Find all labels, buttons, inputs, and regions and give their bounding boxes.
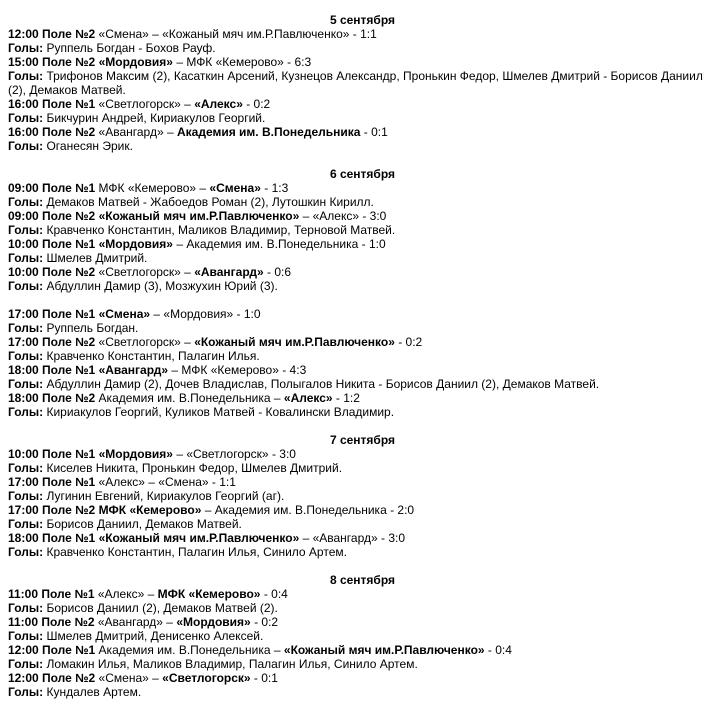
match-line [8, 97, 717, 111]
match-line [8, 391, 717, 405]
goals-line [8, 685, 717, 699]
goals-label: Голы: [8, 279, 44, 293]
match-text: «Кожаный мяч им.Р.Павлюченко» [194, 335, 395, 349]
goal-scorers: Ломакин Илья, Маликов Владимир, Палагин Илья, Синило Артем. [46, 657, 418, 671]
match-time-field: 09:00 Поле №1 [8, 181, 96, 195]
match-text: – «Мордовия» - 1:0 [150, 307, 261, 321]
match-text: «Мордовия» [176, 615, 251, 629]
goal-scorers: Кравченко Константин, Палагин Илья. [46, 349, 260, 363]
match-text: «Алекс» [283, 391, 333, 405]
goals-label: Голы: [8, 517, 44, 531]
goals-label: Голы: [8, 685, 44, 699]
goal-scorers: Абдуллин Дамир (3), Мозжухин Юрий (3). [46, 279, 278, 293]
goal-scorers: Абдуллин Дамир (2), Дочев Владислав, Полыгалов Никита - Борисов Даниил (2), Демаков Матвей. [46, 377, 600, 391]
match-line [8, 55, 717, 69]
match-line [8, 615, 717, 629]
goals-line [8, 41, 717, 55]
match-text: «Авангард» [98, 363, 169, 377]
match-time-field: 11:00 Поле №1 [8, 587, 95, 601]
match-text: «Смена» – [95, 671, 163, 685]
match-line [8, 125, 717, 139]
match-text: - 0:1 [360, 125, 388, 139]
match-text: Академия им. В.Понедельника [176, 125, 361, 139]
day-title: 6 сентября [329, 167, 396, 181]
match-text: «Светлогорск» – [95, 335, 195, 349]
match-text: Академия им. В.Понедельника – [95, 643, 284, 657]
goal-scorers: Киселев Никита, Пронькин Федор, Шмелев Дмитрий. [46, 461, 343, 475]
day-block [8, 13, 717, 153]
match-time-field: 17:00 Поле №1 [8, 307, 96, 321]
match-time-field: 10:00 Поле №2 [8, 265, 96, 279]
match-line [8, 209, 717, 223]
goal-scorers: Кириакулов Георгий, Куликов Матвей - Ковалински Владимир. [46, 405, 395, 419]
match-text: – «Светлогорск» - 3:0 [172, 447, 296, 461]
match-line [8, 27, 717, 41]
day-block [8, 433, 717, 559]
goals-line [8, 139, 717, 153]
match-line [8, 363, 717, 377]
goals-line [8, 349, 717, 363]
match-line [8, 447, 717, 461]
match-time-field: 12:00 Поле №2 [8, 671, 96, 685]
goals-label: Голы: [8, 139, 44, 153]
goal-scorers: Кундалев Артем. [46, 685, 142, 699]
match-line [8, 181, 717, 195]
goal-scorers: Руппель Богдан. [46, 321, 139, 335]
match-time-field: 15:00 Поле №2 [8, 55, 96, 69]
goals-label: Голы: [8, 601, 44, 615]
match-text: «Смена» – «Кожаный мяч им.Р.Павлюченко» - 1:1 [95, 27, 377, 41]
match-text: – Академия им. В.Понедельника - 2:0 [201, 503, 415, 517]
goals-label: Голы: [8, 405, 44, 419]
match-time-field: 16:00 Поле №1 [8, 97, 96, 111]
match-line [8, 475, 717, 489]
match-line [8, 307, 717, 321]
goals-label: Голы: [8, 223, 44, 237]
match-time-field: 17:00 Поле №1 [8, 475, 96, 489]
match-line [8, 671, 717, 685]
match-text: «Мордовия» [98, 447, 173, 461]
day-title: 5 сентября [329, 13, 396, 27]
match-text: МФК «Кемерово» [157, 587, 261, 601]
goals-line [8, 405, 717, 419]
match-time-field: 18:00 Поле №1 [8, 531, 96, 545]
goal-scorers: Кравченко Константин, Палагин Илья, Синило Артем. [46, 545, 347, 559]
match-text: - 0:4 [484, 643, 512, 657]
match-text: МФК «Кемерово» – [95, 181, 210, 195]
goal-scorers: Бикчурин Андрей, Кириакулов Георгий. [46, 111, 266, 125]
match-time-field: 12:00 Поле №2 [8, 27, 96, 41]
match-time-field: 17:00 Поле №2 [8, 503, 96, 517]
match-text: – Академия им. В.Понедельника - 1:0 [172, 237, 386, 251]
day-title: 8 сентября [329, 573, 396, 587]
match-text: «Светлогорск» – [95, 97, 195, 111]
match-text: МФК «Кемерово» [98, 503, 202, 517]
goal-scorers: Лугинин Евгений, Кириакулов Георгий (аг). [46, 489, 285, 503]
goals-label: Голы: [8, 321, 44, 335]
match-text: «Смена» [209, 181, 261, 195]
match-line [8, 265, 717, 279]
goals-label: Голы: [8, 41, 44, 55]
goal-scorers: Шмелев Дмитрий. [46, 251, 148, 265]
day-title: 7 сентября [329, 433, 396, 447]
goals-line [8, 111, 717, 125]
match-line [8, 335, 717, 349]
goals-line [8, 657, 717, 671]
goals-label: Голы: [8, 349, 44, 363]
match-text: «Алекс» – «Смена» - 1:1 [95, 475, 236, 489]
match-text: «Алекс» – [94, 587, 158, 601]
match-text: «Кожаный мяч им.Р.Павлюченко» [98, 531, 300, 545]
goals-line [8, 251, 717, 265]
goals-label: Голы: [8, 69, 44, 83]
goal-scorers: Оганесян Эрик. [46, 139, 133, 153]
match-time-field: 10:00 Поле №1 [8, 237, 96, 251]
match-text: – МФК «Кемерово» - 6:3 [172, 55, 312, 69]
goals-label: Голы: [8, 251, 44, 265]
match-text: «Авангард» [194, 265, 264, 279]
goals-label: Голы: [8, 111, 44, 125]
match-text: – «Алекс» - 3:0 [299, 209, 387, 223]
goals-label: Голы: [8, 629, 44, 643]
goal-scorers: Борисов Даниил (2), Демаков Матвей (2). [46, 601, 278, 615]
goal-scorers: Кравченко Константин, Маликов Владимир, Терновой Матвей. [46, 223, 396, 237]
match-time-field: 17:00 Поле №2 [8, 335, 96, 349]
goal-scorers: Борисов Даниил, Демаков Матвей. [46, 517, 242, 531]
match-time-field: 16:00 Поле №2 [8, 125, 96, 139]
match-text: - 0:2 [394, 335, 423, 349]
goals-line [8, 517, 717, 531]
match-text: - 1:2 [332, 391, 360, 405]
match-time-field: 18:00 Поле №1 [8, 363, 96, 377]
goals-line [8, 223, 717, 237]
goal-scorers: Трифонов Максим (2), Касаткин Арсений, Кузнецов Александр, Пронькин Федор, Шмелев Дмитрий - Борисов Даниил (2), Демаков Матвей. [8, 69, 703, 97]
goals-line [8, 195, 717, 209]
goals-line [8, 545, 717, 559]
match-text: «Алекс» [194, 97, 243, 111]
goals-line [8, 489, 717, 503]
day-block [8, 573, 717, 699]
goal-scorers: Демаков Матвей - Жабоедов Роман (2), Лутошкин Кирилл. [46, 195, 374, 209]
match-text: - 0:2 [250, 615, 279, 629]
match-text: «Мордовия» [98, 237, 173, 251]
goals-line [8, 69, 717, 97]
match-time-field: 09:00 Поле №2 [8, 209, 96, 223]
match-text: «Авангард» – [94, 615, 177, 629]
match-time-field: 18:00 Поле №2 [8, 391, 96, 405]
goals-label: Голы: [8, 195, 44, 209]
match-text: «Светлогорск» – [95, 265, 195, 279]
match-text: - 0:6 [263, 265, 292, 279]
match-text: - 0:2 [242, 97, 271, 111]
goals-line [8, 461, 717, 475]
goal-scorers: Шмелев Дмитрий, Денисенко Алексей. [46, 629, 264, 643]
match-text: «Кожаный мяч им.Р.Павлюченко» [283, 643, 485, 657]
match-text: «Авангард» – [95, 125, 177, 139]
goals-line [8, 377, 717, 391]
group-spacer [8, 293, 717, 307]
match-time-field: 12:00 Поле №1 [8, 643, 96, 657]
match-text: - 0:1 [250, 671, 278, 685]
match-time-field: 10:00 Поле №1 [8, 447, 96, 461]
goals-line [8, 279, 717, 293]
day-block [8, 167, 717, 419]
goals-label: Голы: [8, 461, 44, 475]
match-text: – МФК «Кемерово» - 4:3 [168, 363, 307, 377]
match-text: «Светлогорск» [162, 671, 251, 685]
goals-line [8, 601, 717, 615]
match-text: – «Авангард» - 3:0 [299, 531, 406, 545]
goals-label: Голы: [8, 657, 44, 671]
match-line [8, 531, 717, 545]
match-line [8, 643, 717, 657]
goals-label: Голы: [8, 545, 44, 559]
match-line [8, 503, 717, 517]
goals-line [8, 321, 717, 335]
match-time-field: 11:00 Поле №2 [8, 615, 95, 629]
match-line [8, 587, 717, 601]
match-text: «Смена» [98, 307, 151, 321]
match-text: «Кожаный мяч им.Р.Павлюченко» [98, 209, 300, 223]
match-text: - 0:4 [260, 587, 288, 601]
goals-label: Голы: [8, 377, 44, 391]
match-line [8, 237, 717, 251]
match-text: Академия им. В.Понедельника – [95, 391, 284, 405]
goals-line [8, 629, 717, 643]
goals-label: Голы: [8, 489, 44, 503]
match-text: «Мордовия» [98, 55, 173, 69]
match-text: - 1:3 [260, 181, 289, 195]
goal-scorers: Руппель Богдан - Бохов Рауф. [46, 41, 216, 55]
